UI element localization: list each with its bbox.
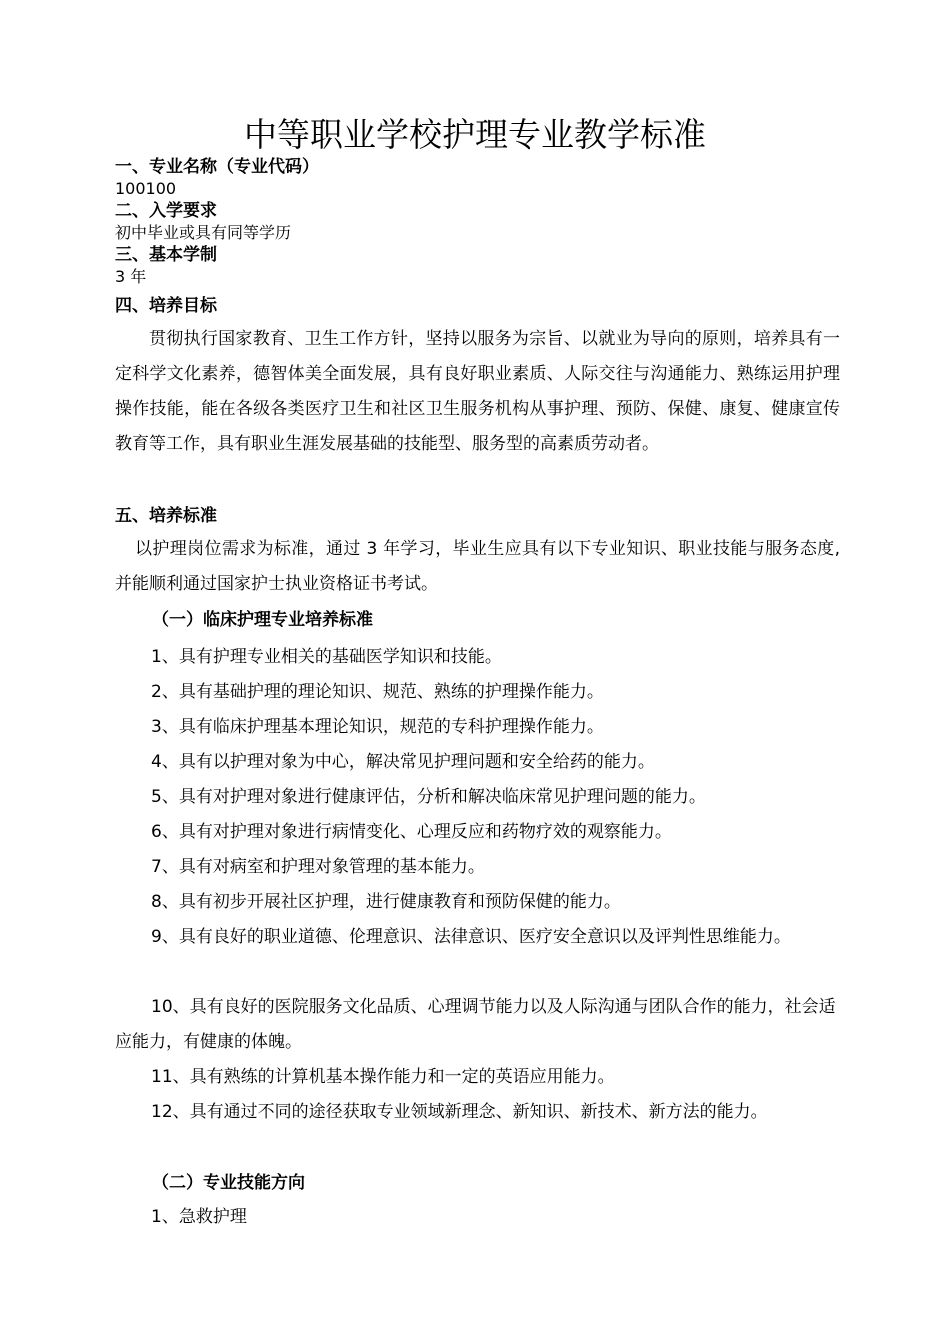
list-item: 3、具有临床护理基本理论知识，规范的专科护理操作能力。 [151, 717, 604, 737]
list-item: 1、具有护理专业相关的基础医学知识和技能。 [151, 647, 502, 667]
major-code-value: 100100 [115, 179, 177, 198]
objectives-paragraph: 贯彻执行国家教育、卫生工作方针，坚持以服务为宗旨、以就业为导向的原则，培养具有一定科学文化素养，德智体美全面发展，具有良好职业素质、人际交往与沟通能力、熟练运用护理操作技能，能在各级各类医疗卫生和社区卫生服务机构从事护理、预防、保健、康复、健康宣传教育等工作，具有职业生涯发展基础的技能型、服务型的高素质劳动者。 [115, 329, 840, 454]
list-item: 4、具有以护理对象为中心，解决常见护理问题和安全给药的能力。 [151, 752, 655, 772]
subsection-heading-skills: （二）专业技能方向 [152, 1173, 305, 1193]
standards-paragraph: 以护理岗位需求为标准，通过 3 年学习，毕业生应具有以下专业知识、职业技能与服务态度,并能顺利通过国家护士执业资格证书考试。 [115, 539, 840, 594]
list-item: 5、具有对护理对象进行健康评估，分析和解决临床常见护理问题的能力。 [151, 787, 706, 807]
section-heading-major-name: 一、专业名称（专业代码） [115, 157, 319, 177]
list-item: 11、具有熟练的计算机基本操作能力和一定的英语应用能力。 [151, 1067, 615, 1087]
list-item: 9、具有良好的职业道德、伦理意识、法律意识、医疗安全意识以及评判性思维能力。 [151, 927, 791, 947]
list-item: 1、急救护理 [151, 1207, 247, 1227]
subsection-heading-clinical: （一）临床护理专业培养标准 [152, 610, 373, 630]
list-item: 6、具有对护理对象进行病情变化、心理反应和药物疗效的观察能力。 [151, 822, 672, 842]
admission-value: 初中毕业或具有同等学历 [115, 223, 292, 242]
list-item: 12、具有通过不同的途径获取专业领域新理念、新知识、新技术、新方法的能力。 [151, 1102, 768, 1122]
duration-value: 3 年 [115, 267, 147, 286]
section-heading-objectives: 四、培养目标 [115, 296, 217, 316]
list-item: 2、具有基础护理的理论知识、规范、熟练的护理操作能力。 [151, 682, 604, 702]
section-heading-duration: 三、基本学制 [115, 245, 217, 265]
section-heading-standards: 五、培养标准 [115, 506, 217, 526]
list-item: 10、具有良好的医院服务文化品质、心理调节能力以及人际沟通与团队合作的能力，社会适应能力，有健康的体魄。 [115, 997, 836, 1052]
list-item: 8、具有初步开展社区护理，进行健康教育和预防保健的能力。 [151, 892, 621, 912]
list-item: 7、具有对病室和护理对象管理的基本能力。 [151, 857, 485, 877]
section-heading-admission: 二、入学要求 [115, 201, 217, 221]
document-title: 中等职业学校护理专业教学标准 [244, 115, 706, 154]
